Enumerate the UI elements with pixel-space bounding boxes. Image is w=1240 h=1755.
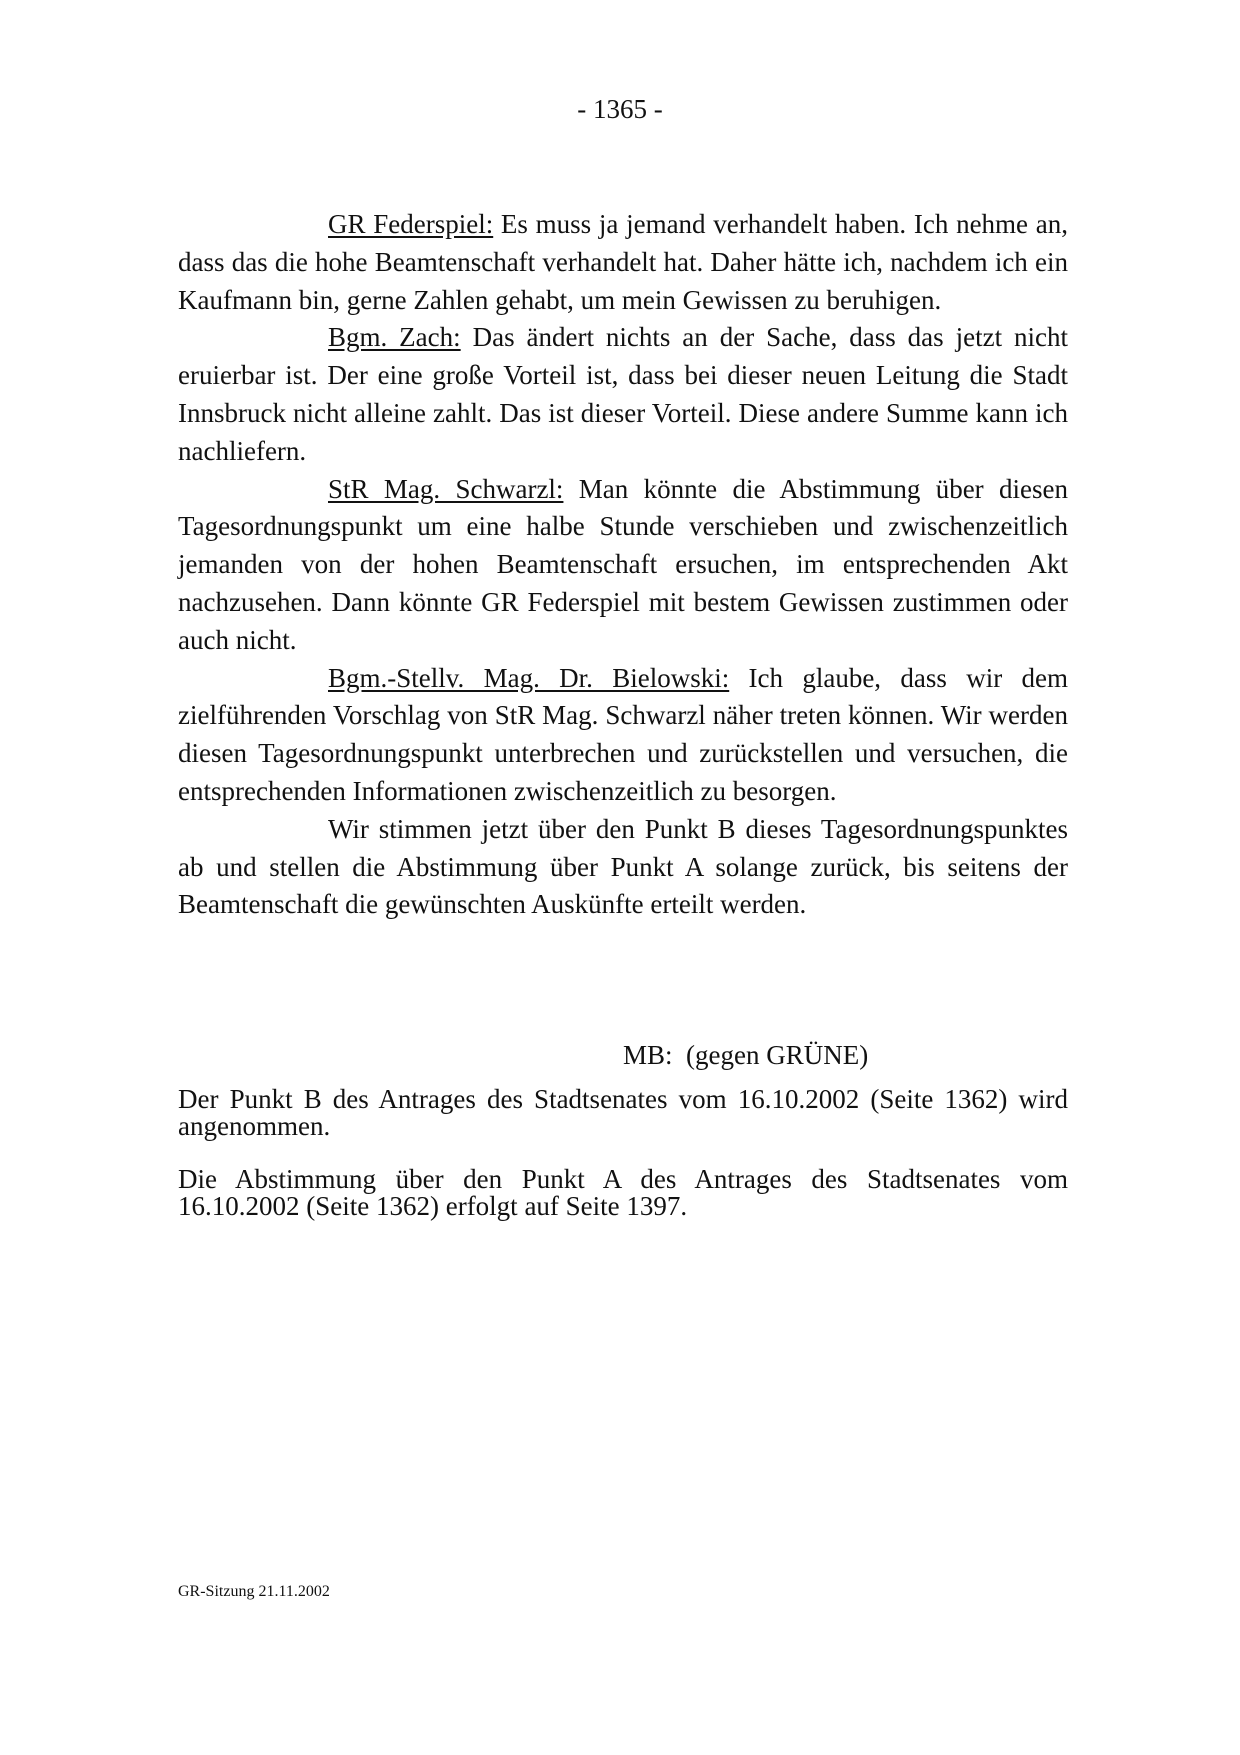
- speaker-name: Bgm.-Stellv. Mag. Dr. Bielowski:: [328, 662, 730, 693]
- vote-label: MB:: [623, 1040, 673, 1070]
- speaker-name: StR Mag. Schwarzl:: [328, 473, 564, 504]
- resolution-text: Der Punkt B des Antrages des Stadtsenates vom 16.10.2002 (Seite 1362) wird angenommen.: [178, 1084, 1068, 1141]
- paragraph-bielowski: [178, 660, 1068, 811]
- paragraph-text: Wir stimmen jetzt über den Punkt B dieses Tagesordnungspunktes ab und stellen die Abstimmung über Punkt A solange zurück, bis seitens der Beamtenschaft die gewünschten Auskünfte erteilt werden.: [178, 813, 1068, 920]
- speaker-name: Bgm. Zach:: [328, 322, 461, 353]
- paragraph-text: Man könnte die Abstimmung über diesen Tagesordnungspunkt um eine halbe Stunde verschieben und zwischenzeitlich jemanden von der hohen Beamtenschaft ersuchen, im entsprechenden Akt nachzusehen. Dann könnte GR Federspiel mit bestem Gewissen zustimmen oder auch nicht.: [178, 473, 1068, 655]
- paragraph-text: Das ändert nichts an der Sache, dass das jetzt nicht eruierbar ist. Der eine große Vorteil ist, dass bei dieser neuen Leitung die Stadt Innsbruck nicht alleine zahlt. Das ist dieser Vorteil. Diese andere Summe kann ich nachliefern.: [178, 322, 1068, 466]
- paragraph-schwarzl: [178, 471, 1068, 660]
- speaker-name: GR Federspiel:: [328, 209, 494, 239]
- paragraph-text: Ich glaube, dass wir dem zielführenden Vorschlag von StR Mag. Schwarzl näher treten können. Wir werden diesen Tagesordnungspunkt unterbrechen und zurückstellen und versuchen, die entsprechenden Informationen zwischenzeitlich zu besorgen.: [178, 662, 1068, 806]
- footer-session-date: GR-Sitzung 21.11.2002: [178, 1583, 330, 1600]
- vote-result-line: [623, 1038, 868, 1072]
- transcript-body: [178, 206, 1068, 924]
- vote-note: (gegen GRÜNE): [686, 1040, 869, 1070]
- paragraph-federspiel: [178, 206, 1068, 319]
- resolution-text: Die Abstimmung über den Punkt A des Antrages des Stadtsenates vom 16.10.2002 (Seite 1362) erfolgt auf Seite 1397.: [178, 1164, 1068, 1221]
- paragraph-text: Es muss ja jemand verhandelt haben. Ich nehme an, dass das die hohe Beamtenschaft verhandelt hat. Daher hätte ich, nachdem ich ein Kaufmann bin, gerne Zahlen gehabt, um mein Gewissen zu beruhigen.: [178, 209, 1068, 315]
- page-number: - 1365 -: [577, 94, 663, 124]
- paragraph-bielowski-continued: [178, 811, 1068, 924]
- paragraph-zach: [178, 319, 1068, 470]
